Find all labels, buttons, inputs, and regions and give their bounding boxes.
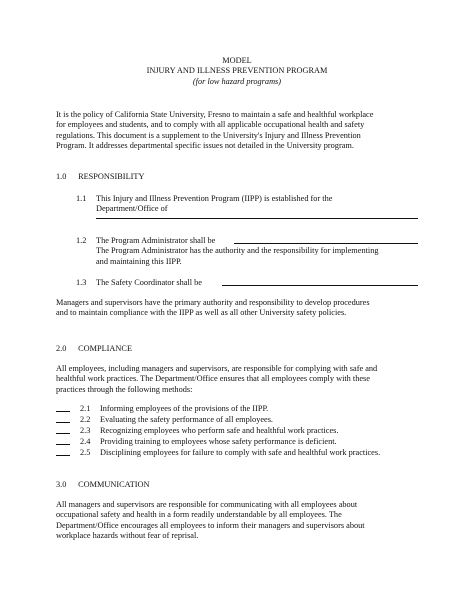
method-number: 2.3 [80, 426, 91, 435]
method-row [56, 426, 436, 437]
method-checkbox-blank[interactable] [56, 433, 70, 434]
section-2-heading [56, 344, 132, 354]
section-2-intro: All employees, including managers and supervisors, are responsible for complying with safe and healthful work practices. The Department/Office ensures that all employees comply with these practices through the following methods: [56, 364, 378, 394]
item-1-3-number: 1.3 [76, 278, 87, 287]
section-3-paragraph: All managers and supervisors are responsible for communicating with all employees about occupational safety and health in a form readily understandable by all employees. The Department/Office encourages all employees to inform their managers and supervisors about workplace hazards without fear of reprisal. [56, 500, 365, 541]
method-text: Recognizing employees who perform safe and healthful work practices. [100, 426, 339, 435]
section-2-number: 2.0 [56, 344, 67, 353]
document-header [0, 56, 474, 87]
section-3-title: COMMUNICATION [78, 480, 150, 489]
item-1-1 [76, 194, 426, 224]
method-text: Providing training to employees whose safety performance is deficient. [100, 437, 337, 446]
method-checkbox-blank[interactable] [56, 422, 70, 423]
header-model: MODEL [222, 56, 252, 65]
department-office-blank[interactable] [96, 218, 418, 219]
item-1-1-text: This Injury and Illness Prevention Program (IIPP) is established for the Department/Office of [96, 194, 333, 214]
method-number: 2.4 [80, 437, 91, 446]
section-3-heading [56, 480, 150, 490]
method-row [56, 437, 436, 448]
method-row [56, 415, 436, 426]
section-3-number: 3.0 [56, 480, 67, 489]
item-1-3 [76, 278, 426, 290]
section-1-closing: Managers and supervisors have the primary authority and responsibility to develop procedures and to maintain compliance with the IIPP as well as all other University safety policies. [56, 298, 370, 318]
method-number: 2.5 [80, 448, 91, 457]
section-2-title: COMPLIANCE [78, 344, 133, 353]
method-checkbox-blank[interactable] [56, 411, 70, 412]
program-administrator-blank[interactable] [234, 243, 418, 244]
section-1-number: 1.0 [56, 172, 67, 181]
method-number: 2.1 [80, 404, 91, 413]
item-1-2-number: 1.2 [76, 236, 87, 245]
method-text: Disciplining employees for failure to comply with safe and healthful work practices. [100, 448, 381, 457]
method-row [56, 448, 436, 459]
item-1-3-text: The Safety Coordinator shall be [96, 278, 202, 287]
item-1-2 [76, 236, 426, 272]
header-subtitle: (for low hazard programs) [192, 76, 282, 86]
safety-coordinator-blank[interactable] [222, 285, 418, 286]
method-checkbox-blank[interactable] [56, 455, 70, 456]
item-1-2-text: The Program Administrator shall be The Program Administrator has the authority and the responsibility for implementing and maintaining this IIPP. [96, 236, 379, 266]
method-checkbox-blank[interactable] [56, 444, 70, 445]
method-number: 2.2 [80, 415, 91, 424]
method-text: Informing employees of the provisions of the IIPP. [100, 404, 269, 413]
method-text: Evaluating the safety performance of all employees. [100, 415, 274, 424]
item-1-1-number: 1.1 [76, 194, 87, 203]
section-1-heading [56, 172, 144, 182]
section-1-title: RESPONSIBILITY [78, 172, 145, 181]
method-row [56, 404, 436, 415]
intro-paragraph: It is the policy of California State University, Fresno to maintain a safe and healthful workplace for employees and students, and to comply with all applicable occupational health and safety regulations. This document is a supplement to the University's Injury and Illness Prevention Program. It addresses departmental specific issues not detailed in the University program. [56, 110, 374, 151]
header-title: INJURY AND ILLNESS PREVENTION PROGRAM [146, 66, 328, 76]
